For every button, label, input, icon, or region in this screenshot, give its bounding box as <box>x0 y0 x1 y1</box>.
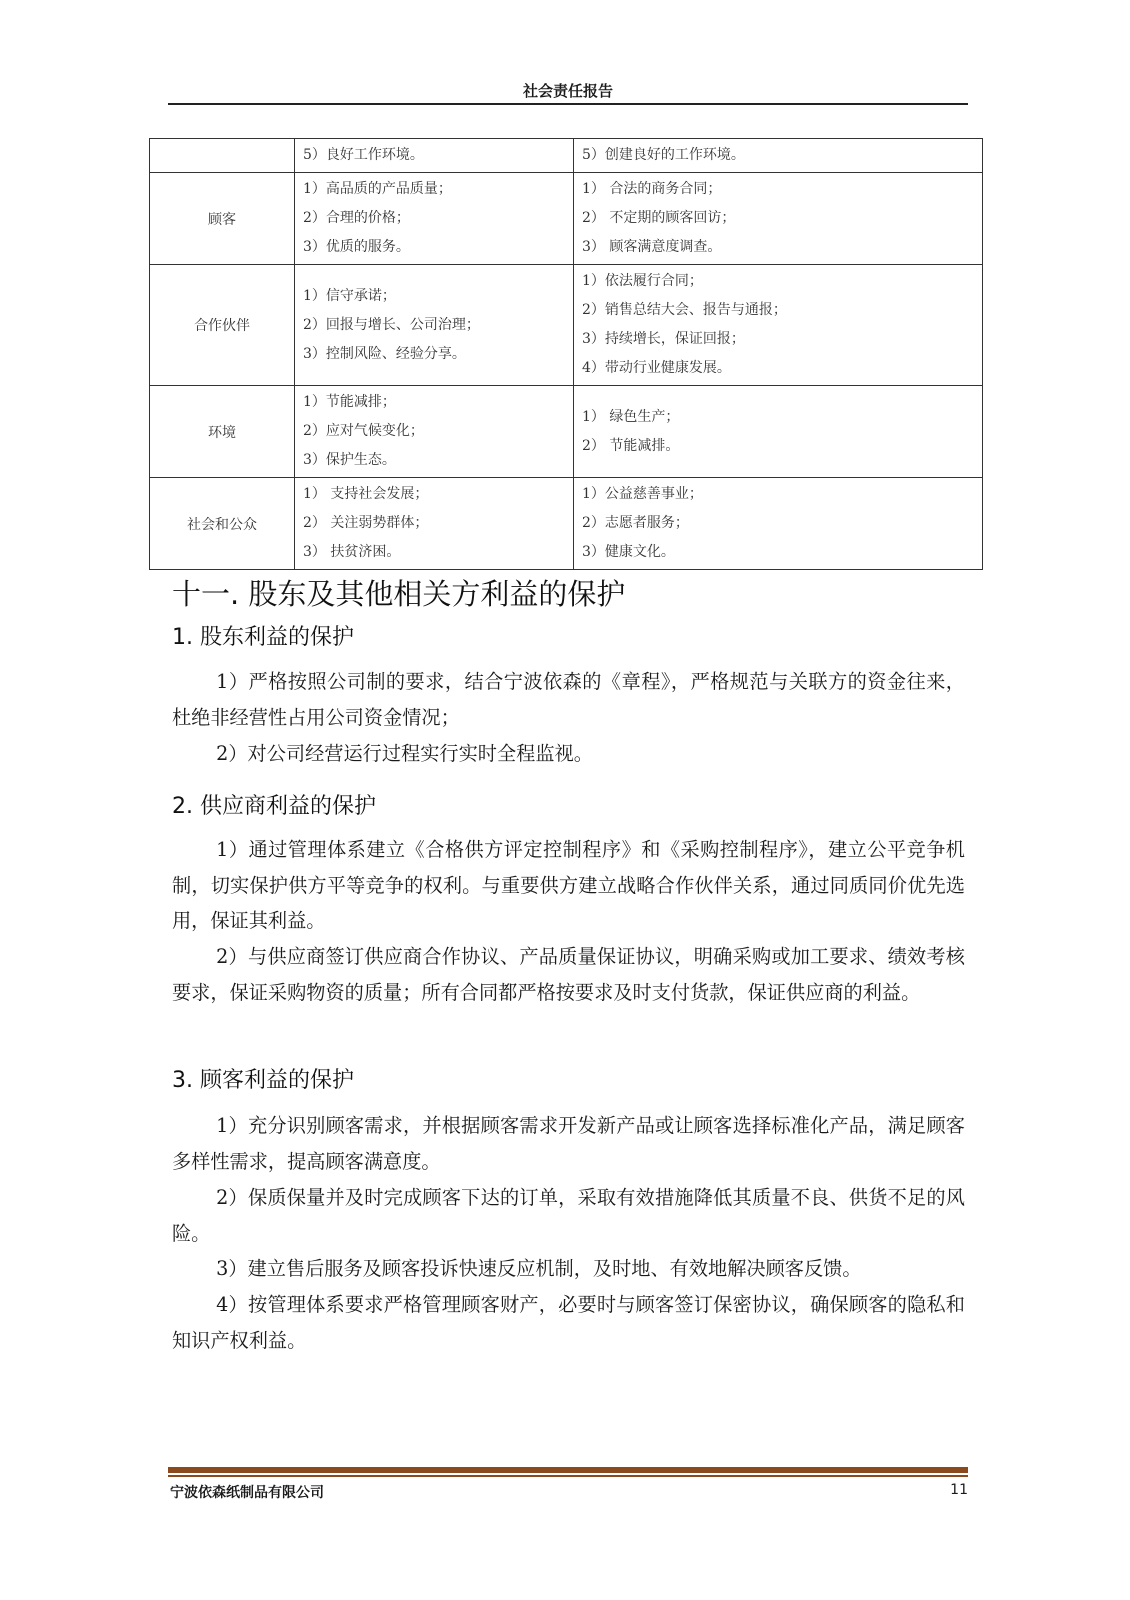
response-item: 3）健康文化。 <box>582 544 675 560</box>
expectation-item: 3）优质的服务。 <box>303 239 410 255</box>
running-header: 社会责任报告 <box>522 82 613 100</box>
expectation-item: 2）合理的价格； <box>303 210 410 226</box>
paragraph: 1）通过管理体系建立《合格供方评定控制程序》和《采购控制程序》，建立公平竞争机制，切实保护供方平等竞争的权利。与重要供方建立战略合作伙伴关系，通过同质同价优先选用，保证其利益。 <box>172 838 965 932</box>
table-row <box>150 173 983 265</box>
response-cell <box>574 139 983 173</box>
expectation-item: 2）应对气候变化； <box>303 423 424 439</box>
header-rule <box>168 103 968 105</box>
stakeholder-cell: 社会和公众 <box>150 478 295 570</box>
response-cell <box>574 173 983 265</box>
expectation-cell <box>295 173 574 265</box>
expectation-item: 1）高品质的产品质量； <box>303 181 452 197</box>
paragraph: 2）对公司经营运行过程实行实时全程监视。 <box>216 742 593 765</box>
expectation-item: 2）回报与增长、公司治理； <box>303 316 480 333</box>
stakeholder-cell <box>150 139 295 173</box>
paragraph: 3）建立售后服务及顾客投诉快速反应机制，及时地、有效地解决顾客反馈。 <box>216 1257 862 1280</box>
paragraph: 2）与供应商签订供应商合作协议、产品质量保证协议，明确采购或加工要求、绩效考核要求，保证采购物资的质量；所有合同都严格按要求及时支付货款，保证供应商的利益。 <box>172 945 965 1004</box>
paragraph: 2）保质保量并及时完成顾客下达的订单，采取有效措施降低其质量不良、供货不足的风险。 <box>172 1186 965 1245</box>
response-item: 1）依法履行合同； <box>582 273 703 289</box>
response-item: 4）带动行业健康发展。 <box>582 360 731 376</box>
expectation-cell <box>295 478 574 570</box>
footer-company: 宁波依森纸制品有限公司 <box>170 1485 324 1501</box>
table-row <box>150 478 983 570</box>
stakeholder-table <box>149 138 983 570</box>
subsection-heading-customers: 3. 顾客利益的保护 <box>172 1068 354 1093</box>
table-row <box>150 265 983 386</box>
expectation-item: 3）保护生态。 <box>303 452 396 468</box>
stakeholder-cell: 顾客 <box>150 173 295 265</box>
paragraph: 1）充分识别顾客需求，并根据顾客需求开发新产品或让顾客选择标准化产品，满足顾客多样性需求，提高顾客满意度。 <box>172 1114 965 1173</box>
response-item: 2） 节能减排。 <box>582 437 680 454</box>
page-number: 11 <box>950 1482 968 1498</box>
response-item: 2） 不定期的顾客回访； <box>582 210 736 226</box>
response-item: 1）公益慈善事业； <box>582 486 703 502</box>
table-row <box>150 139 983 173</box>
expectation-item: 1）节能减排； <box>303 394 396 410</box>
expectation-cell <box>295 265 574 386</box>
stakeholder-cell: 环境 <box>150 386 295 478</box>
expectation-item: 1） 支持社会发展； <box>303 486 429 502</box>
footer-rule <box>168 1475 968 1477</box>
subsection-heading-suppliers: 2. 供应商利益的保护 <box>172 794 376 819</box>
expectation-cell <box>295 139 574 173</box>
stakeholder-cell: 合作伙伴 <box>150 265 295 386</box>
response-item: 1） 绿色生产； <box>582 408 680 425</box>
subsection-heading-shareholders: 1. 股东利益的保护 <box>172 625 354 650</box>
expectation-item: 5）良好工作环境。 <box>303 147 424 163</box>
expectation-cell <box>295 386 574 478</box>
response-item: 3）持续增长，保证回报； <box>582 331 745 347</box>
expectation-item: 3） 扶贫济困。 <box>303 544 401 560</box>
response-cell <box>574 478 983 570</box>
response-item: 5）创建良好的工作环境。 <box>582 147 745 163</box>
expectation-item: 3）控制风险、经验分享。 <box>303 345 466 362</box>
response-item: 2）销售总结大会、报告与通报； <box>582 302 787 318</box>
response-item: 3） 顾客满意度调查。 <box>582 239 722 255</box>
response-cell <box>574 386 983 478</box>
footer-rule <box>168 1467 968 1473</box>
paragraph: 4）按管理体系要求严格管理顾客财产，必要时与顾客签订保密协议，确保顾客的隐私和知识产权利益。 <box>172 1293 965 1352</box>
paragraph: 1）严格按照公司制的要求，结合宁波依森的《章程》，严格规范与关联方的资金往来，杜绝非经营性占用公司资金情况； <box>172 670 965 729</box>
expectation-item: 2） 关注弱势群体； <box>303 515 429 531</box>
expectation-item: 1）信守承诺； <box>303 287 396 304</box>
response-item: 1） 合法的商务合同； <box>582 181 722 197</box>
section-heading: 十一. 股东及其他相关方利益的保护 <box>172 577 626 611</box>
response-item: 2）志愿者服务； <box>582 515 689 531</box>
response-cell <box>574 265 983 386</box>
table-row <box>150 386 983 478</box>
